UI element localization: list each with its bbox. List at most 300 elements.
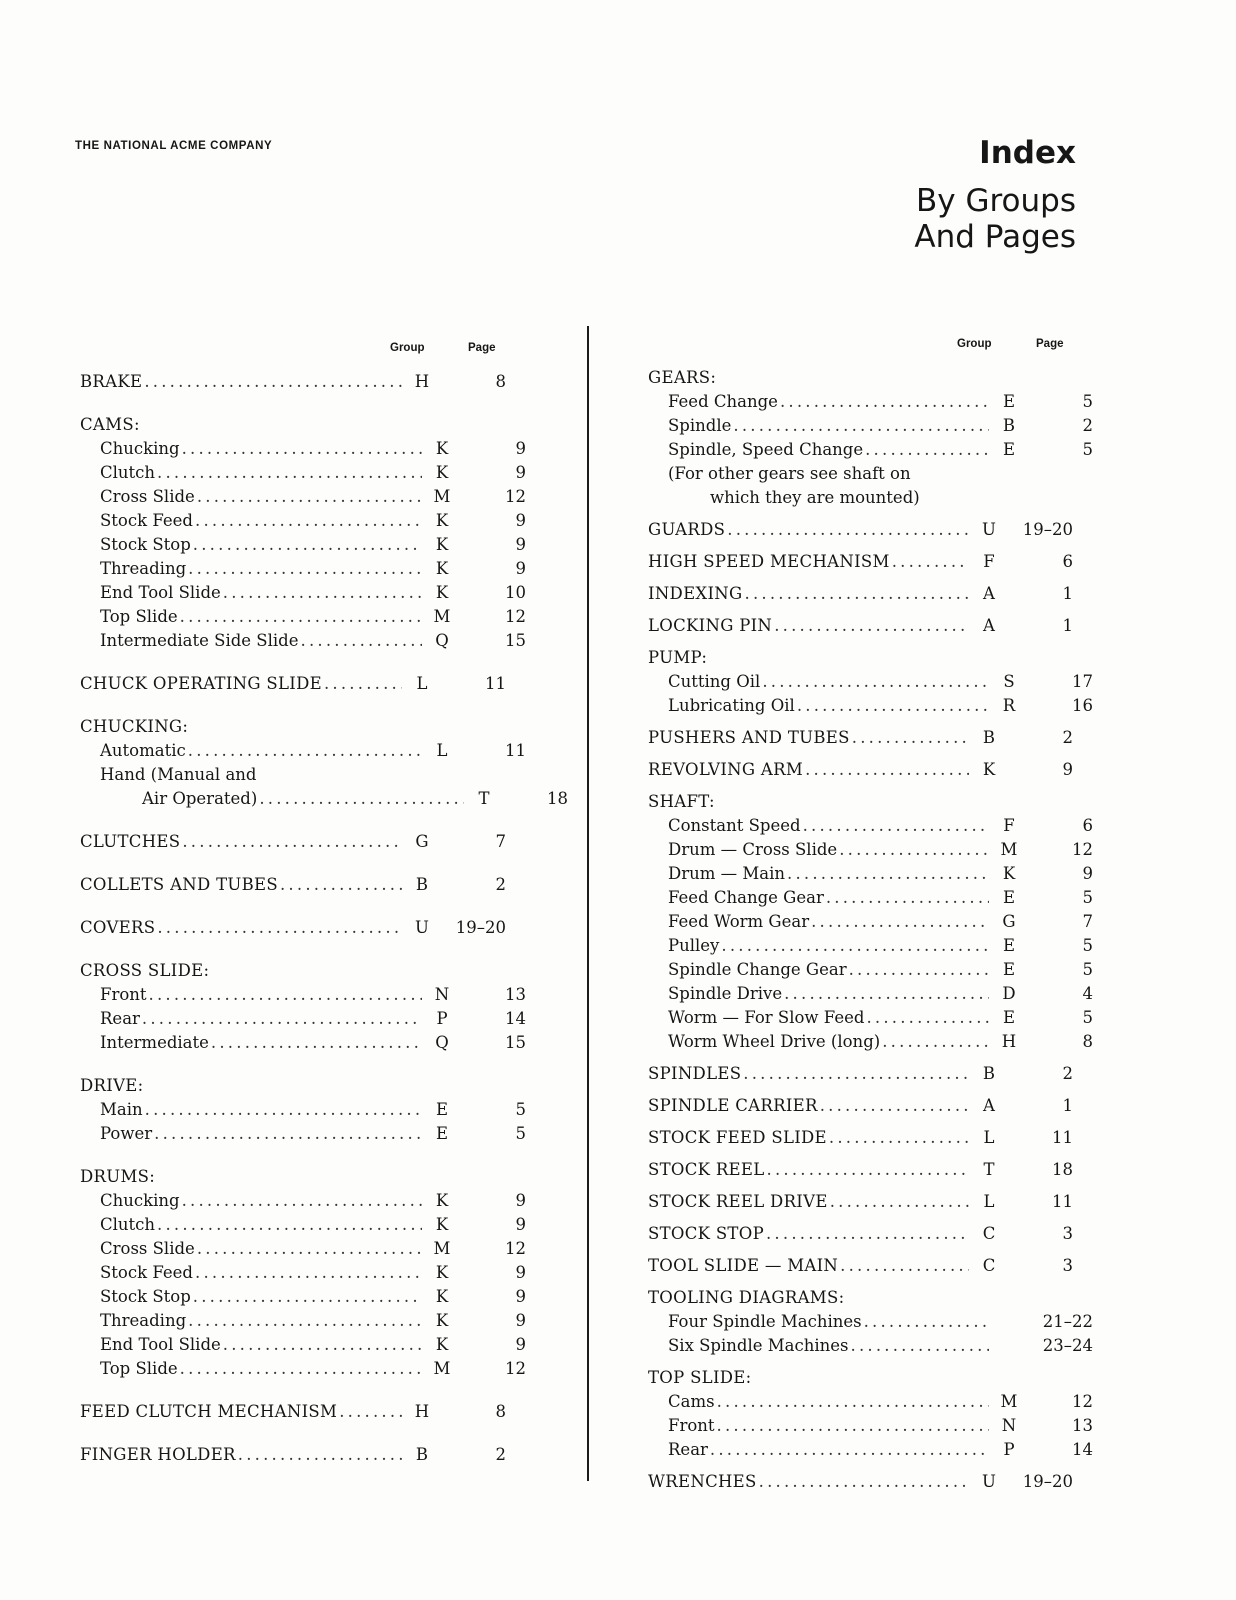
entry-group: L xyxy=(416,674,428,693)
entry-label: Spindle, Speed Change xyxy=(668,440,864,459)
entry-group: C xyxy=(982,1256,996,1275)
entry-clutches xyxy=(80,832,510,856)
index-row xyxy=(80,1287,526,1311)
entry-page: 9 xyxy=(515,559,526,578)
index-row xyxy=(80,1033,526,1057)
entry-label: Lubricating Oil xyxy=(668,696,795,715)
entry-page: 21–22 xyxy=(1042,1312,1093,1331)
entry-page: 12 xyxy=(1072,1392,1093,1411)
index-row xyxy=(80,583,526,607)
index-row xyxy=(648,1256,1073,1280)
entry-label: Power xyxy=(100,1124,153,1143)
entry-group: M xyxy=(433,1359,451,1378)
heading-label: TOOLING DIAGRAMS: xyxy=(648,1288,845,1307)
heading-label: PUMP: xyxy=(648,648,708,667)
entry-group: B xyxy=(982,1064,996,1083)
entry-label: Spindle Change Gear xyxy=(668,960,847,979)
index-row xyxy=(648,1064,1073,1088)
entry-page: 11 xyxy=(485,674,506,693)
entry-page: 2 xyxy=(1082,416,1093,435)
entry-group: Q xyxy=(435,1033,449,1052)
index-row xyxy=(80,1215,526,1239)
entry-group: K xyxy=(435,511,449,530)
entry-group: A xyxy=(983,616,995,635)
entry-page: 12 xyxy=(505,607,526,626)
entry-page: 19–20 xyxy=(1022,520,1073,539)
entry-group: K xyxy=(1002,864,1016,883)
index-title: Index xyxy=(979,135,1076,171)
index-row xyxy=(80,1359,526,1383)
entry-page: 9 xyxy=(515,1287,526,1306)
section-heading xyxy=(648,1288,1073,1312)
entry-group: K xyxy=(435,1215,449,1234)
entry-page: 9 xyxy=(515,1191,526,1210)
entry-label: TOOL SLIDE — MAIN xyxy=(648,1256,839,1275)
entry-group: K xyxy=(435,583,449,602)
entry-page: 7 xyxy=(495,832,506,851)
entry-page: 4 xyxy=(1082,984,1093,1003)
entry-feed-clutch xyxy=(80,1402,510,1426)
entry-group: N xyxy=(1001,1416,1017,1435)
entry-group: L xyxy=(983,1128,995,1147)
index-row xyxy=(648,1032,1093,1056)
entry-label: Cross Slide xyxy=(100,1239,195,1258)
index-row xyxy=(80,741,526,765)
entry-group: E xyxy=(1002,888,1016,907)
entry-label: Cams xyxy=(668,1392,715,1411)
company-name: THE NATIONAL ACME COMPANY xyxy=(75,140,273,152)
entry-page: 9 xyxy=(515,439,526,458)
index-row xyxy=(80,372,506,396)
entry-shaft xyxy=(648,792,1093,1056)
entry-group: G xyxy=(1002,912,1016,931)
entry-page: 5 xyxy=(1082,392,1093,411)
entry-pushers xyxy=(648,728,1078,752)
entry-page: 19–20 xyxy=(455,918,506,937)
entry-label: LOCKING PIN xyxy=(648,616,773,635)
entry-label: COVERS xyxy=(80,918,156,937)
page-column-label: Page xyxy=(1036,338,1064,350)
entry-page: 15 xyxy=(505,1033,526,1052)
entry-label: CHUCK OPERATING SLIDE xyxy=(80,674,322,693)
entry-group: M xyxy=(1000,1392,1018,1411)
section-heading xyxy=(80,717,506,741)
index-subtitle-line2: And Pages xyxy=(914,219,1076,255)
entry-page: 10 xyxy=(505,583,526,602)
entry-group: R xyxy=(1002,696,1016,715)
section-heading xyxy=(80,415,506,439)
entry-tool-slide-main xyxy=(648,1256,1078,1280)
entry-page: 16 xyxy=(1072,696,1093,715)
entry-group: M xyxy=(433,1239,451,1258)
entry-group: F xyxy=(983,552,995,571)
index-row xyxy=(80,1402,506,1426)
entry-page: 12 xyxy=(505,487,526,506)
entry-group: E xyxy=(1002,1008,1016,1027)
entry-stock-stop xyxy=(648,1224,1078,1248)
entry-page: 6 xyxy=(1082,816,1093,835)
entry-label: SPINDLES xyxy=(648,1064,742,1083)
index-row xyxy=(80,1311,526,1335)
index-row xyxy=(648,960,1093,984)
section-heading xyxy=(80,1167,506,1191)
entry-group: E xyxy=(1002,936,1016,955)
entry-page: 5 xyxy=(1082,1008,1093,1027)
entry-group: T xyxy=(478,789,490,808)
entry-label: PUSHERS AND TUBES xyxy=(648,728,850,747)
entry-page: 11 xyxy=(505,741,526,760)
entry-stock-feed-slide xyxy=(648,1128,1078,1152)
entry-page: 8 xyxy=(495,1402,506,1421)
entry-chuck-operating-slide xyxy=(80,674,510,698)
index-row xyxy=(80,535,526,559)
column-divider xyxy=(587,326,589,1481)
entry-wrenches xyxy=(648,1472,1078,1496)
index-row xyxy=(648,672,1093,696)
entry-page: 9 xyxy=(515,535,526,554)
index-row xyxy=(80,1009,526,1033)
entry-group: L xyxy=(436,741,448,760)
entry-label: STOCK REEL xyxy=(648,1160,765,1179)
entry-page: 11 xyxy=(1052,1192,1073,1211)
entry-page: 1 xyxy=(1062,616,1073,635)
gears-note-line2: which they are mounted) xyxy=(710,488,920,507)
entry-group: K xyxy=(435,1335,449,1354)
entry-spindle-carrier xyxy=(648,1096,1078,1120)
heading-label: CROSS SLIDE: xyxy=(80,961,210,980)
index-row xyxy=(648,1472,1073,1496)
index-row xyxy=(648,392,1093,416)
index-row xyxy=(80,1239,526,1263)
entry-label: COLLETS AND TUBES xyxy=(80,875,278,894)
entry-label: Worm Wheel Drive (long) xyxy=(668,1032,881,1051)
entry-page: 5 xyxy=(1082,960,1093,979)
entry-label: Threading xyxy=(100,1311,187,1330)
entry-label: End Tool Slide xyxy=(100,1335,221,1354)
entry-page: 3 xyxy=(1062,1256,1073,1275)
entry-group: C xyxy=(982,1224,996,1243)
index-row xyxy=(648,760,1073,784)
entry-stock-reel-drive xyxy=(648,1192,1078,1216)
entry-label: FEED CLUTCH MECHANISM xyxy=(80,1402,338,1421)
entry-group: K xyxy=(435,1191,449,1210)
entry-group: P xyxy=(436,1009,448,1028)
entry-group: K xyxy=(435,463,449,482)
right-column-header xyxy=(648,336,1078,354)
entry-group: U xyxy=(982,520,996,539)
entry-label: Feed Change xyxy=(668,392,778,411)
entry-label: Front xyxy=(668,1416,715,1435)
entry-covers xyxy=(80,918,510,942)
entry-page: 18 xyxy=(547,789,568,808)
entry-page: 12 xyxy=(1072,840,1093,859)
entry-label: Intermediate xyxy=(100,1033,209,1052)
entry-group: M xyxy=(433,607,451,626)
index-title-block xyxy=(914,135,1076,255)
index-row xyxy=(80,1124,526,1148)
entry-label: Drum — Main xyxy=(668,864,786,883)
entry-label: STOCK FEED SLIDE xyxy=(648,1128,827,1147)
entry-label: Feed Change Gear xyxy=(668,888,824,907)
entry-indexing xyxy=(648,584,1078,608)
index-row xyxy=(648,1128,1073,1152)
entry-locking-pin xyxy=(648,616,1078,640)
index-row xyxy=(648,416,1093,440)
entry-page: 2 xyxy=(1062,1064,1073,1083)
entry-group: B xyxy=(1002,416,1016,435)
entry-label: Six Spindle Machines xyxy=(668,1336,849,1355)
index-row xyxy=(80,1100,526,1124)
entry-page: 5 xyxy=(1082,888,1093,907)
index-row xyxy=(80,1335,526,1359)
entry-group: E xyxy=(435,1100,449,1119)
entry-group: Q xyxy=(435,631,449,650)
entry-group: N xyxy=(434,985,450,1004)
index-row xyxy=(80,607,526,631)
entry-spindles xyxy=(648,1064,1078,1088)
entry-label: SPINDLE CARRIER xyxy=(648,1096,818,1115)
index-row xyxy=(648,1392,1093,1416)
entry-group: S xyxy=(1003,672,1015,691)
entry-page: 18 xyxy=(1052,1160,1073,1179)
entry-revolving-arm xyxy=(648,760,1078,784)
entry-collets xyxy=(80,875,510,899)
index-row xyxy=(80,511,526,535)
entry-label: Stock Feed xyxy=(100,511,193,530)
entry-group: M xyxy=(1000,840,1018,859)
entry-page: 13 xyxy=(1072,1416,1093,1435)
entry-label: GUARDS xyxy=(648,520,726,539)
entry-label: Cutting Oil xyxy=(668,672,761,691)
index-row xyxy=(648,1008,1093,1032)
index-row xyxy=(648,816,1093,840)
entry-label: Clutch xyxy=(100,463,156,482)
entry-page: 5 xyxy=(515,1100,526,1119)
index-row xyxy=(80,631,526,655)
section-heading xyxy=(80,1076,506,1100)
entry-page: 6 xyxy=(1062,552,1073,571)
entry-label: Front xyxy=(100,985,147,1004)
entry-group: B xyxy=(415,1445,429,1464)
index-row xyxy=(648,840,1093,864)
entry-group: K xyxy=(435,1287,449,1306)
index-row xyxy=(80,487,526,511)
entry-group: G xyxy=(415,832,429,851)
entry-label: Feed Worm Gear xyxy=(668,912,810,931)
entry-page: 9 xyxy=(515,463,526,482)
entry-label: CLUTCHES xyxy=(80,832,181,851)
page-column-label: Page xyxy=(468,342,496,354)
index-row xyxy=(648,888,1093,912)
entry-label: End Tool Slide xyxy=(100,583,221,602)
index-row xyxy=(648,912,1093,936)
entry-page: 2 xyxy=(495,875,506,894)
entry-label: Spindle xyxy=(668,416,732,435)
left-column-header xyxy=(80,340,510,358)
heading-label: DRUMS: xyxy=(80,1167,156,1186)
entry-label: BRAKE xyxy=(80,372,143,391)
index-row xyxy=(80,918,506,942)
entry-page: 12 xyxy=(505,1239,526,1258)
entry-label-continued: Hand (Manual and xyxy=(100,765,257,784)
index-row xyxy=(80,985,526,1009)
entry-label: WRENCHES xyxy=(648,1472,757,1491)
gears-note-line1: (For other gears see shaft on xyxy=(668,464,911,483)
entry-pump xyxy=(648,648,1093,720)
entry-label: Pulley xyxy=(668,936,720,955)
entry-page: 15 xyxy=(505,631,526,650)
entry-page: 9 xyxy=(515,1263,526,1282)
entry-group: H xyxy=(414,1402,430,1421)
entry-stock-reel xyxy=(648,1160,1078,1184)
entry-label: REVOLVING ARM xyxy=(648,760,804,779)
entry-page: 5 xyxy=(515,1124,526,1143)
entry-label: Top Slide xyxy=(100,1359,178,1378)
entry-drive xyxy=(80,1076,526,1148)
entry-page: 11 xyxy=(1052,1128,1073,1147)
entry-group: E xyxy=(1002,960,1016,979)
section-heading xyxy=(648,792,1073,816)
entry-page: 9 xyxy=(515,1215,526,1234)
index-row xyxy=(648,584,1073,608)
entry-page: 12 xyxy=(505,1359,526,1378)
entry-group: E xyxy=(1002,440,1016,459)
entry-page: 2 xyxy=(1062,728,1073,747)
entry-page: 7 xyxy=(1082,912,1093,931)
entry-page: 1 xyxy=(1062,584,1073,603)
entry-label: Spindle Drive xyxy=(668,984,783,1003)
entry-group: U xyxy=(982,1472,996,1491)
index-row xyxy=(648,1096,1073,1120)
entry-group: E xyxy=(1002,392,1016,411)
index-row xyxy=(648,1440,1093,1464)
entry-finger-holder xyxy=(80,1445,510,1469)
entry-group: F xyxy=(1003,816,1015,835)
entry-group: K xyxy=(435,559,449,578)
index-row xyxy=(648,616,1073,640)
index-row xyxy=(80,875,506,899)
entry-page: 5 xyxy=(1082,936,1093,955)
entry-brake xyxy=(80,372,510,396)
entry-group: K xyxy=(982,760,996,779)
index-row xyxy=(80,1263,526,1287)
index-row xyxy=(648,1160,1073,1184)
entry-label: Main xyxy=(100,1100,143,1119)
entry-label: Stock Feed xyxy=(100,1263,193,1282)
entry-group: K xyxy=(435,535,449,554)
entry-label: Air Operated) xyxy=(142,789,258,808)
entry-tooling-diagrams xyxy=(648,1288,1093,1360)
index-row xyxy=(80,674,506,698)
entry-page: 8 xyxy=(495,372,506,391)
entry-page: 8 xyxy=(1082,1032,1093,1051)
entry-guards xyxy=(648,520,1078,544)
index-row xyxy=(648,440,1093,464)
entry-cams xyxy=(80,415,526,655)
entry-label: Automatic xyxy=(100,741,186,760)
entry-group: A xyxy=(983,1096,995,1115)
group-column-label: Group xyxy=(957,338,992,350)
entry-page: 17 xyxy=(1072,672,1093,691)
entry-group: B xyxy=(982,728,996,747)
entry-group: A xyxy=(983,584,995,603)
entry-group: U xyxy=(415,918,429,937)
left-index-column xyxy=(80,340,568,1488)
entry-label: Chucking xyxy=(100,1191,180,1210)
index-row xyxy=(648,1312,1093,1336)
entry-label: Stock Stop xyxy=(100,1287,191,1306)
index-subtitle-line1: By Groups xyxy=(916,183,1076,219)
entry-label: Chucking xyxy=(100,439,180,458)
entry-page: 9 xyxy=(515,511,526,530)
index-row xyxy=(80,463,526,487)
entry-label: Rear xyxy=(668,1440,708,1459)
entry-page: 19–20 xyxy=(1022,1472,1073,1491)
entry-group: P xyxy=(1003,1440,1015,1459)
entry-group: M xyxy=(433,487,451,506)
heading-label: TOP SLIDE: xyxy=(648,1368,752,1387)
entry-gears xyxy=(648,368,1093,512)
entry-page: 13 xyxy=(505,985,526,1004)
entry-label: Drum — Cross Slide xyxy=(668,840,838,859)
entry-label: Rear xyxy=(100,1009,140,1028)
index-row xyxy=(648,1224,1073,1248)
index-row xyxy=(648,1416,1093,1440)
index-row xyxy=(648,936,1093,960)
entry-label: Worm — For Slow Feed xyxy=(668,1008,865,1027)
index-row xyxy=(80,1445,506,1469)
index-row xyxy=(648,1192,1073,1216)
entry-cross-slide xyxy=(80,961,526,1057)
section-heading xyxy=(648,1368,1073,1392)
entry-label: Stock Stop xyxy=(100,535,191,554)
entry-label: Cross Slide xyxy=(100,487,195,506)
index-row xyxy=(80,832,506,856)
entry-top-slide xyxy=(648,1368,1093,1464)
index-row xyxy=(648,520,1073,544)
entry-label: INDEXING xyxy=(648,584,743,603)
entry-label: HIGH SPEED MECHANISM xyxy=(648,552,890,571)
heading-label: DRIVE: xyxy=(80,1076,144,1095)
section-heading xyxy=(648,368,1073,392)
entry-group: K xyxy=(435,1263,449,1282)
index-row xyxy=(648,696,1093,720)
heading-label: SHAFT: xyxy=(648,792,715,811)
heading-label: GEARS: xyxy=(648,368,717,387)
entry-label: Threading xyxy=(100,559,187,578)
entry-page: 1 xyxy=(1062,1096,1073,1115)
entry-page: 5 xyxy=(1082,440,1093,459)
entry-page: 3 xyxy=(1062,1224,1073,1243)
index-row xyxy=(80,1191,526,1215)
index-row xyxy=(648,1336,1093,1360)
entry-chucking xyxy=(80,717,568,813)
index-row xyxy=(80,439,526,463)
entry-group: T xyxy=(983,1160,995,1179)
entry-group: B xyxy=(415,875,429,894)
entry-group: H xyxy=(414,372,430,391)
entry-label: FINGER HOLDER xyxy=(80,1445,236,1464)
entry-page: 9 xyxy=(515,1335,526,1354)
entry-group: D xyxy=(1002,984,1016,1003)
entry-high-speed xyxy=(648,552,1078,576)
entry-drums xyxy=(80,1167,526,1383)
index-row xyxy=(648,552,1073,576)
entry-group: E xyxy=(435,1124,449,1143)
entry-label: Constant Speed xyxy=(668,816,801,835)
entry-page: 14 xyxy=(1072,1440,1093,1459)
index-row xyxy=(648,984,1093,1008)
